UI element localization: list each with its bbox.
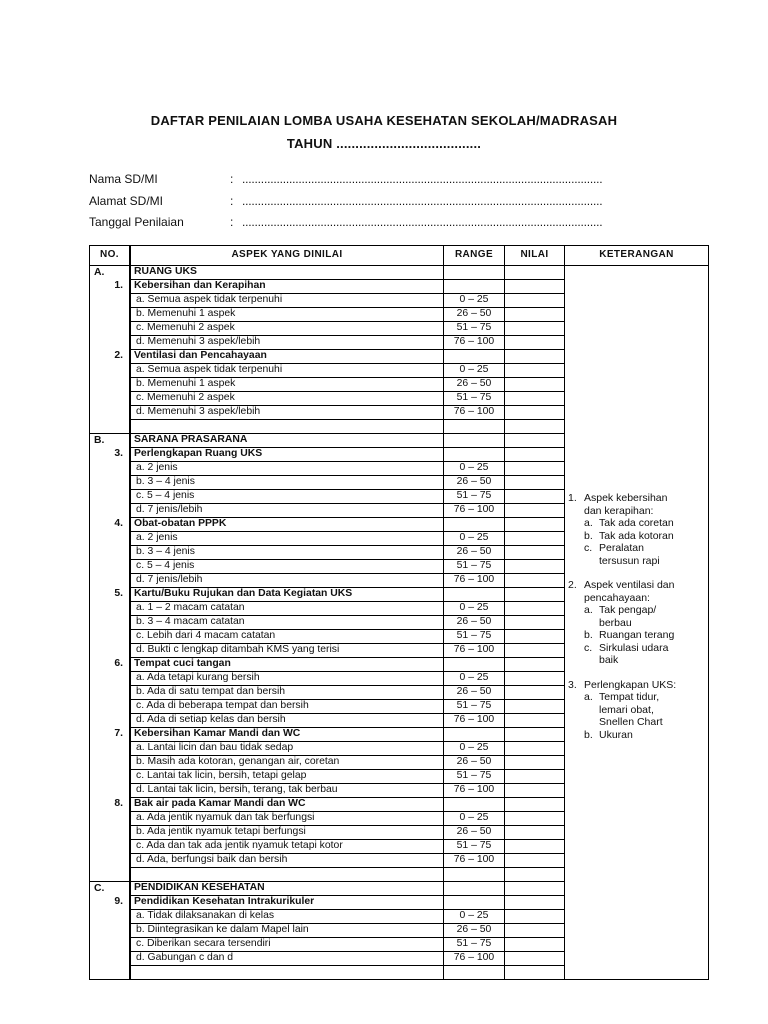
row-number xyxy=(90,490,131,504)
nilai-input[interactable] xyxy=(505,574,565,588)
option-text xyxy=(130,420,444,434)
range-value: 26 – 50 xyxy=(444,308,505,322)
nilai-input[interactable] xyxy=(505,868,565,882)
range-value: 26 – 50 xyxy=(444,546,505,560)
row-number xyxy=(90,644,131,658)
keterangan-block xyxy=(568,679,705,742)
nilai-input[interactable] xyxy=(505,770,565,784)
range-value: 76 – 100 xyxy=(444,574,505,588)
range-cell xyxy=(444,658,505,672)
keterangan-line: tersusun rapi xyxy=(599,554,660,567)
row-number xyxy=(90,812,131,826)
option-text: c. Ada di beberapa tempat dan bersih xyxy=(130,700,444,714)
keterangan-sub-text xyxy=(599,604,656,629)
nilai-input[interactable] xyxy=(505,476,565,490)
nilai-input[interactable] xyxy=(505,952,565,966)
keterangan-line: Tak ada kotoran xyxy=(599,529,674,542)
option-text: c. 5 – 4 jenis xyxy=(130,490,444,504)
range-cell xyxy=(444,868,505,882)
range-cell xyxy=(444,896,505,910)
row-number xyxy=(90,378,131,392)
nilai-input[interactable] xyxy=(505,364,565,378)
keterangan-line: Peralatan xyxy=(599,542,644,554)
keterangan-line: Ruangan terang xyxy=(599,629,675,641)
nilai-input[interactable] xyxy=(505,812,565,826)
keterangan-block xyxy=(568,579,705,667)
keterangan-line: Ukuran xyxy=(599,728,633,741)
section-title: PENDIDIKAN KESEHATAN xyxy=(130,882,444,896)
range-cell xyxy=(444,434,505,448)
range-value: 51 – 75 xyxy=(444,392,505,406)
option-text: c. Ada dan tak ada jentik nyamuk tetapi kotor xyxy=(130,840,444,854)
option-text: b. Memenuhi 1 aspek xyxy=(130,308,444,322)
range-cell xyxy=(444,966,505,980)
option-text: d. Memenuhi 3 aspek/lebih xyxy=(130,406,444,420)
section-number: C. xyxy=(90,882,131,896)
keterangan-heading-text xyxy=(584,679,676,692)
table-header-row xyxy=(90,246,709,266)
row-number xyxy=(90,602,131,616)
section-title: RUANG UKS xyxy=(130,266,444,280)
section-number: B. xyxy=(90,434,131,448)
row-number xyxy=(90,420,131,434)
keterangan-number: 3. xyxy=(568,678,577,691)
nilai-input[interactable] xyxy=(505,546,565,560)
range-value: 76 – 100 xyxy=(444,644,505,658)
year-line: TAHUN ...................................... xyxy=(286,136,482,151)
option-text xyxy=(130,966,444,980)
option-text: c. Memenuhi 2 aspek xyxy=(130,322,444,336)
option-text: a. Ada tetapi kurang bersih xyxy=(130,672,444,686)
field-dots: ................................................................................................................... xyxy=(242,194,603,208)
range-value: 51 – 75 xyxy=(444,840,505,854)
nilai-input[interactable] xyxy=(505,756,565,770)
option-text: a. 2 jenis xyxy=(130,462,444,476)
row-number xyxy=(90,560,131,574)
option-text: c. Diberikan secara tersendiri xyxy=(130,938,444,952)
nilai-input[interactable] xyxy=(505,966,565,980)
option-text xyxy=(130,868,444,882)
keterangan-line: pencahayaan: xyxy=(584,591,650,604)
assessment-table xyxy=(89,245,709,980)
option-text: a. Semua aspek tidak terpenuhi xyxy=(130,364,444,378)
keterangan-line: Aspek ventilasi dan xyxy=(584,579,675,591)
option-text: d. Ada, berfungsi baik dan bersih xyxy=(130,854,444,868)
nilai-input[interactable] xyxy=(505,462,565,476)
nilai-input[interactable] xyxy=(505,630,565,644)
range-value: 26 – 50 xyxy=(444,476,505,490)
range-value: 0 – 25 xyxy=(444,364,505,378)
keterangan-sub xyxy=(568,604,705,629)
keterangan-sub xyxy=(568,729,705,742)
criterion-number: 8. xyxy=(90,798,131,812)
row-number xyxy=(90,546,131,560)
range-cell xyxy=(444,798,505,812)
row-number xyxy=(90,840,131,854)
range-value: 76 – 100 xyxy=(444,952,505,966)
nilai-input[interactable] xyxy=(505,840,565,854)
range-cell xyxy=(444,420,505,434)
range-cell xyxy=(444,588,505,602)
option-text: c. 5 – 4 jenis xyxy=(130,560,444,574)
keterangan-heading xyxy=(568,492,705,517)
option-text: a. 1 – 2 macam catatan xyxy=(130,602,444,616)
option-text: a. 2 jenis xyxy=(130,532,444,546)
range-value: 76 – 100 xyxy=(444,504,505,518)
nilai-input[interactable] xyxy=(505,658,565,672)
range-value: 76 – 100 xyxy=(444,784,505,798)
row-number xyxy=(90,700,131,714)
row-number xyxy=(90,714,131,728)
nilai-input[interactable] xyxy=(505,560,565,574)
row-number xyxy=(90,476,131,490)
row-number xyxy=(90,854,131,868)
row-number xyxy=(90,336,131,350)
row-number xyxy=(90,294,131,308)
option-text: c. Memenuhi 2 aspek xyxy=(130,392,444,406)
range-value: 0 – 25 xyxy=(444,742,505,756)
row-number xyxy=(90,616,131,630)
nilai-input[interactable] xyxy=(505,742,565,756)
keterangan-sub-text xyxy=(599,629,674,642)
row-number xyxy=(90,756,131,770)
range-cell xyxy=(444,350,505,364)
nilai-input[interactable] xyxy=(505,910,565,924)
document-title: DAFTAR PENILAIAN LOMBA USAHA KESEHATAN SEKOLAH/MADRASAH xyxy=(150,113,618,128)
keterangan-line: berbau xyxy=(599,616,632,629)
keterangan-letter: b. xyxy=(584,728,593,741)
criterion-title: Kebersihan dan Kerapihan xyxy=(130,280,444,294)
row-number xyxy=(90,966,131,980)
row-number xyxy=(90,910,131,924)
option-text: a. Ada jentik nyamuk dan tak berfungsi xyxy=(130,812,444,826)
criterion-number: 7. xyxy=(90,728,131,742)
range-value: 51 – 75 xyxy=(444,322,505,336)
criterion-title: Tempat cuci tangan xyxy=(130,658,444,672)
criterion-number: 4. xyxy=(90,518,131,532)
keterangan-line: Perlengkapan UKS: xyxy=(584,678,677,691)
field-label: Nama SD/MI xyxy=(89,172,158,186)
nilai-input[interactable] xyxy=(505,644,565,658)
range-cell xyxy=(444,728,505,742)
row-number xyxy=(90,770,131,784)
option-text: d. 7 jenis/lebih xyxy=(130,504,444,518)
nilai-input[interactable] xyxy=(505,336,565,350)
field-dots: ................................................................................................................... xyxy=(242,172,603,186)
range-cell xyxy=(444,882,505,896)
range-value: 51 – 75 xyxy=(444,938,505,952)
keterangan-number: 2. xyxy=(568,579,577,591)
nilai-input[interactable] xyxy=(505,882,565,896)
keterangan-line: dan kerapihan: xyxy=(584,504,654,517)
row-number xyxy=(90,462,131,476)
nilai-input[interactable] xyxy=(505,798,565,812)
row-number xyxy=(90,574,131,588)
option-text: b. Diintegrasikan ke dalam Mapel lain xyxy=(130,924,444,938)
nilai-input[interactable] xyxy=(505,616,565,630)
range-cell xyxy=(444,518,505,532)
keterangan-line: Aspek kebersihan xyxy=(584,492,668,504)
header-aspek: ASPEK YANG DINILAI xyxy=(130,246,444,266)
option-text: d. Bukti c lengkap ditambah KMS yang terisi xyxy=(130,644,444,658)
criterion-title: Bak air pada Kamar Mandi dan WC xyxy=(130,798,444,812)
criterion-title: Obat-obatan PPPK xyxy=(130,518,444,532)
criterion-number: 9. xyxy=(90,896,131,910)
range-value: 51 – 75 xyxy=(444,700,505,714)
range-value: 51 – 75 xyxy=(444,630,505,644)
option-text: b. Ada di satu tempat dan bersih xyxy=(130,686,444,700)
keterangan-letter: a. xyxy=(584,691,593,703)
keterangan-heading-text xyxy=(584,492,667,517)
header-range: RANGE xyxy=(444,246,505,266)
nilai-input[interactable] xyxy=(505,448,565,462)
option-text: b. 3 – 4 macam catatan xyxy=(130,616,444,630)
keterangan-letter: a. xyxy=(584,517,593,529)
row-number xyxy=(90,938,131,952)
range-value: 26 – 50 xyxy=(444,686,505,700)
nilai-input[interactable] xyxy=(505,924,565,938)
range-value: 76 – 100 xyxy=(444,854,505,868)
keterangan-number: 1. xyxy=(568,492,577,504)
nilai-input[interactable] xyxy=(505,406,565,420)
range-value: 0 – 25 xyxy=(444,812,505,826)
keterangan-line: Tak pengap/ xyxy=(599,604,657,616)
criterion-title: Ventilasi dan Pencahayaan xyxy=(130,350,444,364)
header-nilai: NILAI xyxy=(505,246,565,266)
option-text: a. Lantai licin dan bau tidak sedap xyxy=(130,742,444,756)
range-value: 0 – 25 xyxy=(444,462,505,476)
nilai-input[interactable] xyxy=(505,350,565,364)
option-text: b. 3 – 4 jenis xyxy=(130,476,444,490)
keterangan-sub xyxy=(568,542,705,567)
range-value: 26 – 50 xyxy=(444,924,505,938)
option-text: d. Lantai tak licin, bersih, terang, tak berbau xyxy=(130,784,444,798)
field-label: Tanggal Penilaian xyxy=(89,215,184,229)
nilai-input[interactable] xyxy=(505,588,565,602)
nilai-input[interactable] xyxy=(505,714,565,728)
row-number xyxy=(90,952,131,966)
keterangan-heading-text xyxy=(584,579,674,604)
header-keterangan: KETERANGAN xyxy=(565,246,709,266)
keterangan-letter: a. xyxy=(584,604,593,616)
range-value: 76 – 100 xyxy=(444,714,505,728)
row-number xyxy=(90,322,131,336)
range-value: 0 – 25 xyxy=(444,910,505,924)
range-value: 0 – 25 xyxy=(444,672,505,686)
nilai-input[interactable] xyxy=(505,532,565,546)
range-value: 51 – 75 xyxy=(444,490,505,504)
keterangan-sub xyxy=(568,691,705,729)
keterangan-line: Tempat tidur, xyxy=(599,691,660,703)
row-number xyxy=(90,630,131,644)
field-label: Alamat SD/MI xyxy=(89,194,164,208)
nilai-input[interactable] xyxy=(505,602,565,616)
row-number xyxy=(90,532,131,546)
nilai-input[interactable] xyxy=(505,490,565,504)
range-cell xyxy=(444,266,505,280)
criterion-title: Kartu/Buku Rujukan dan Data Kegiatan UKS xyxy=(130,588,444,602)
nilai-input[interactable] xyxy=(505,308,565,322)
range-cell xyxy=(444,448,505,462)
keterangan-letter: c. xyxy=(584,542,593,554)
nilai-input[interactable] xyxy=(505,294,565,308)
row-number xyxy=(90,826,131,840)
keterangan-heading xyxy=(568,679,705,692)
criterion-number: 3. xyxy=(90,448,131,462)
field-colon: : xyxy=(230,172,234,186)
nilai-input[interactable] xyxy=(505,938,565,952)
option-text: b. Ada jentik nyamuk tetapi berfungsi xyxy=(130,826,444,840)
nilai-input[interactable] xyxy=(505,686,565,700)
range-value: 26 – 50 xyxy=(444,826,505,840)
keterangan-line: Snellen Chart xyxy=(599,716,663,728)
nilai-input[interactable] xyxy=(505,672,565,686)
row-number xyxy=(90,924,131,938)
keterangan-sub-text xyxy=(599,729,633,742)
field-alamat[interactable] xyxy=(89,194,689,210)
nilai-input[interactable] xyxy=(505,392,565,406)
header-no: NO. xyxy=(90,246,131,266)
option-text: c. Lantai tak licin, bersih, tetapi gelap xyxy=(130,770,444,784)
nilai-input[interactable] xyxy=(505,434,565,448)
option-text: d. Gabungan c dan d xyxy=(130,952,444,966)
section-number: A. xyxy=(90,266,131,280)
nilai-input[interactable] xyxy=(505,700,565,714)
nilai-input[interactable] xyxy=(505,280,565,294)
nilai-input[interactable] xyxy=(505,266,565,280)
keterangan-sub-text xyxy=(599,691,663,729)
range-value: 0 – 25 xyxy=(444,532,505,546)
row-number xyxy=(90,742,131,756)
range-value: 0 – 25 xyxy=(444,602,505,616)
nilai-input[interactable] xyxy=(505,826,565,840)
row-number xyxy=(90,392,131,406)
range-value: 76 – 100 xyxy=(444,406,505,420)
nilai-input[interactable] xyxy=(505,854,565,868)
keterangan-line: baik xyxy=(599,654,619,666)
option-text: a. Semua aspek tidak terpenuhi xyxy=(130,294,444,308)
range-value: 26 – 50 xyxy=(444,756,505,770)
keterangan-sub xyxy=(568,629,705,642)
keterangan-heading xyxy=(568,579,705,604)
row-number xyxy=(90,364,131,378)
row-number xyxy=(90,784,131,798)
option-text: c. Lebih dari 4 macam catatan xyxy=(130,630,444,644)
keterangan-sub xyxy=(568,530,705,543)
field-colon: : xyxy=(230,215,234,229)
keterangan-sub-text xyxy=(599,642,668,667)
keterangan-block xyxy=(568,492,705,567)
keterangan-line: Sirkulasi udara xyxy=(599,641,669,654)
keterangan-line: lemari obat, xyxy=(599,703,654,716)
option-text: b. 3 – 4 jenis xyxy=(130,546,444,560)
section-title: SARANA PRASARANA xyxy=(130,434,444,448)
row-number xyxy=(90,308,131,322)
range-value: 26 – 50 xyxy=(444,616,505,630)
nilai-input[interactable] xyxy=(505,728,565,742)
criterion-number: 2. xyxy=(90,350,131,364)
row-number xyxy=(90,686,131,700)
nilai-input[interactable] xyxy=(505,420,565,434)
option-text: b. Memenuhi 1 aspek xyxy=(130,378,444,392)
row-number xyxy=(90,406,131,420)
option-text: d. 7 jenis/lebih xyxy=(130,574,444,588)
option-text: d. Ada di setiap kelas dan bersih xyxy=(130,714,444,728)
keterangan-line: Tak ada coretan xyxy=(599,517,674,529)
keterangan-letter: c. xyxy=(584,641,593,654)
keterangan-letter: b. xyxy=(584,629,593,641)
keterangan-sub xyxy=(568,642,705,667)
field-tanggal[interactable] xyxy=(89,215,689,231)
nilai-input[interactable] xyxy=(505,322,565,336)
keterangan-sub-text xyxy=(599,517,674,530)
keterangan-sub-text xyxy=(599,542,660,567)
nilai-input[interactable] xyxy=(505,518,565,532)
option-text: a. Tidak dilaksanakan di kelas xyxy=(130,910,444,924)
field-nama[interactable] xyxy=(89,172,689,188)
nilai-input[interactable] xyxy=(505,896,565,910)
option-text: d. Memenuhi 3 aspek/lebih xyxy=(130,336,444,350)
nilai-input[interactable] xyxy=(505,784,565,798)
field-colon: : xyxy=(230,194,234,208)
row-number xyxy=(90,672,131,686)
table-body xyxy=(90,266,709,980)
range-cell xyxy=(444,280,505,294)
field-dots: ................................................................................................................... xyxy=(242,215,603,229)
row-number xyxy=(90,868,131,882)
section-row xyxy=(90,266,709,280)
range-value: 0 – 25 xyxy=(444,294,505,308)
criterion-number: 1. xyxy=(90,280,131,294)
keterangan-sub-text xyxy=(599,530,674,543)
criterion-number: 6. xyxy=(90,658,131,672)
keterangan-sub xyxy=(568,517,705,530)
range-value: 51 – 75 xyxy=(444,770,505,784)
criterion-title: Pendidikan Kesehatan Intrakurikuler xyxy=(130,896,444,910)
criterion-number: 5. xyxy=(90,588,131,602)
range-value: 76 – 100 xyxy=(444,336,505,350)
nilai-input[interactable] xyxy=(505,504,565,518)
range-value: 51 – 75 xyxy=(444,560,505,574)
option-text: b. Masih ada kotoran, genangan air, coretan xyxy=(130,756,444,770)
row-number xyxy=(90,504,131,518)
keterangan-letter: b. xyxy=(584,529,593,542)
criterion-title: Perlengkapan Ruang UKS xyxy=(130,448,444,462)
range-value: 26 – 50 xyxy=(444,378,505,392)
keterangan-cell xyxy=(565,266,709,980)
nilai-input[interactable] xyxy=(505,378,565,392)
criterion-title: Kebersihan Kamar Mandi dan WC xyxy=(130,728,444,742)
